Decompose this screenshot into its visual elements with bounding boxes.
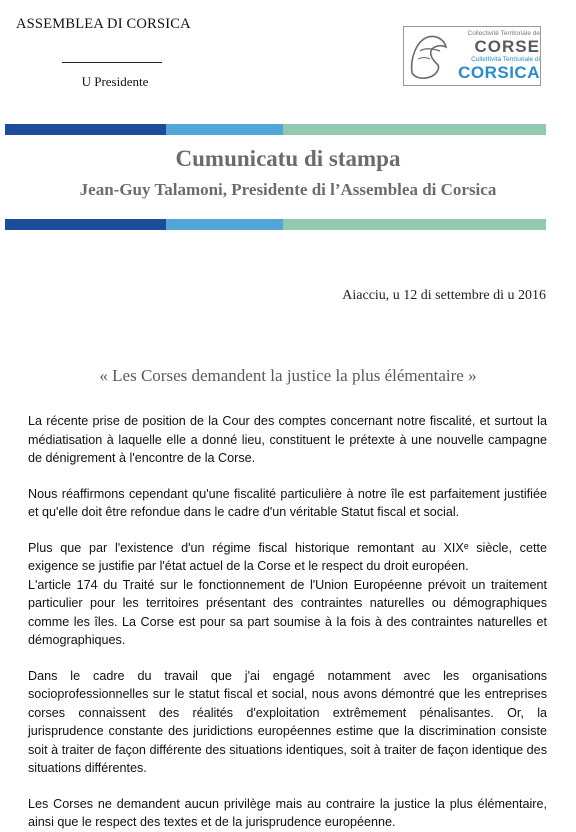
color-band-top [5,124,546,135]
logo-line-1: Collectivité Territoriale de [467,30,540,37]
color-band-bottom [5,219,546,230]
paragraph: Plus que par l'existence d'un régime fiscal historique remontant au XIXᵉ siècle, cette exigence se justifie par l'état actuel de la Corse et le respect du droit européen. [28,540,547,573]
press-release-subtitle: Jean-Guy Talamoni, Presidente di l’Assemblea di Corsica [79,180,497,199]
logo-corsica-text: CORSICA [458,63,540,82]
paragraph: Nous réaffirmons cependant qu'une fiscalité particulière à notre île est parfaitement justifiée et qu'elle doit être refondue dans le cadre d'un véritable Statut fiscal et social. [28,486,547,519]
band-segment-dark [5,124,166,135]
paragraph: La récente prise de position de la Cour des comptes concernant notre fiscalité, et surtout la médiatisation à laquelle elle a donné lieu, constituent le prétexte à une nouvelle campagne de dénigrement à l'encontre de la Corse. [28,414,547,465]
moor-head-icon [406,29,452,83]
assembly-name: ASSEMBLEA DI CORSICA [16,16,191,32]
band-segment-dark [5,219,166,230]
band-segment-light [283,124,546,135]
band-segment-mid [166,219,283,230]
logo-corse-text: CORSE [474,37,540,56]
president-title: U Presidente [81,74,149,89]
headline: « Les Corses demandent la justice la plus élémentaire » [99,366,477,385]
band-segment-mid [166,124,283,135]
header-rule [62,62,162,63]
paragraph: Les Corses ne demandent aucun privilège mais au contraire la justice la plus élémentaire, ainsi que le respect des textes et de la jurisprudence européenne. [28,796,547,829]
dateline: Aiacciu, u 12 di settembre di u 2016 [342,288,546,303]
band-segment-light [283,219,546,230]
paragraph: L'article 174 du Traité sur le fonctionnement de l'Union Européenne prévoit un traitement particulier pour les territoires présentant des contraintes naturelles ou démographiques comme les îles. La Corse est pour sa part soumise à la fois à des contraintes naturelles et démographiques. [28,577,547,647]
logo-line-2: Cullettività Territuriale di [471,56,540,63]
paragraph: Dans le cadre du travail que j'ai engagé notamment avec les organisations socioprofessionnelles sur le statut fiscal et social, nous avons démontré que les entreprises corses connaissent des réalités d'exploitation extrêmement pénalisantes. Or, la jurisprudence constante des juridictions européennes estime que la discrimination consiste soit à traiter de façon différente des situations identiques, soit à traiter de façon identique des situations différentes. [28,668,547,775]
press-release-title: Cumunicatu di stampa [175,146,401,171]
body-text [28,412,547,832]
collectivite-logo [403,26,541,86]
